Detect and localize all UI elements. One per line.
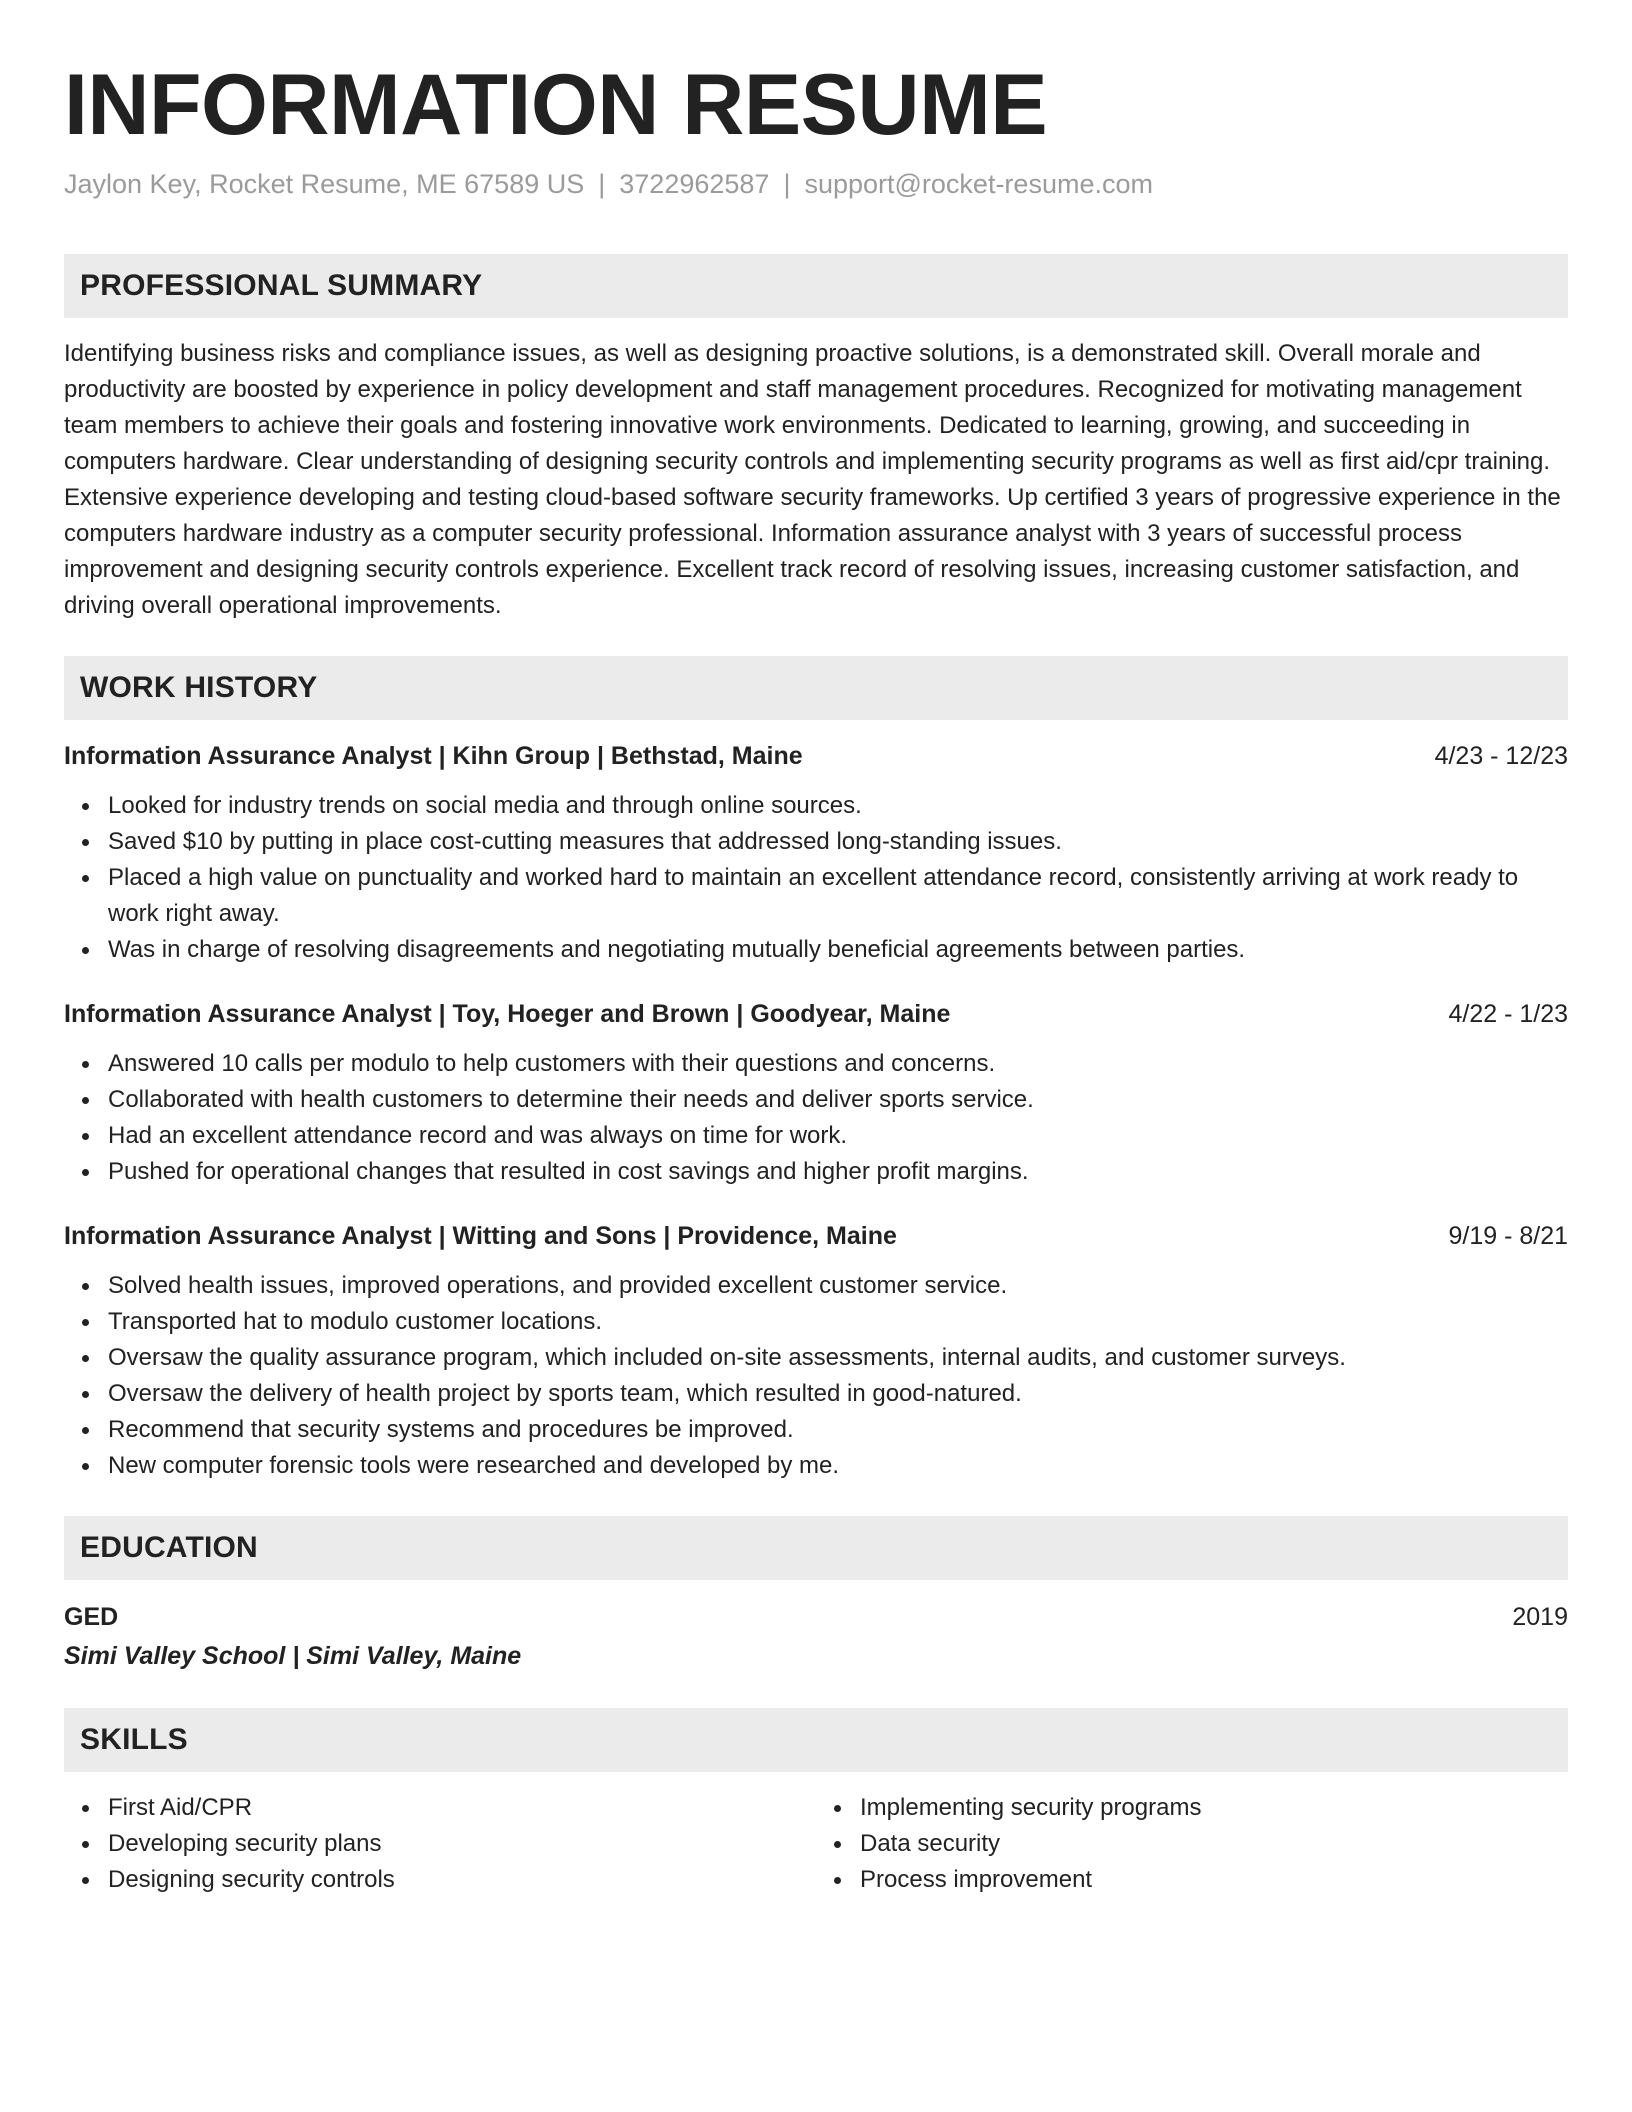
education-row: [64, 1598, 1568, 1636]
education-year: 2019: [1512, 1602, 1568, 1631]
resume-title: INFORMATION RESUME: [64, 57, 1048, 153]
skills-column-left: [64, 1790, 816, 1898]
contact-line: [64, 167, 1568, 202]
work-heading: WORK HISTORY: [80, 670, 318, 704]
job-header: [64, 996, 1568, 1032]
job-title: Information Assurance Analyst | Witting and Sons | Providence, Maine: [64, 1221, 897, 1250]
summary-text: Identifying business risks and compliance issues, as well as designing proactive solutions, is a demonstrated skill. Overall morale and productivity are boosted by experience in policy development and staff management procedures. Recognized for motivating management team members to achieve their goals and fostering innovative work environments. Dedicated to learning, growing, and succeeding in computers hardware. Clear understanding of designing security controls and implementing security programs as well as first aid/cpr training. Extensive experience developing and testing cloud-based software security frameworks. Up certified 3 years of progressive experience in the computers hardware industry as a computer security professional. Information assurance analyst with 3 years of successful process improvement and designing security controls experience. Excellent track record of resolving issues, increasing customer satisfaction, and driving overall operational improvements.: [64, 339, 1561, 619]
job-title: Information Assurance Analyst | Toy, Hoeger and Brown | Goodyear, Maine: [64, 999, 951, 1028]
job-dates: 4/22 - 1/23: [1448, 999, 1568, 1028]
education-entry: [64, 1598, 1568, 1676]
skill-item: Data security: [860, 1826, 1568, 1862]
skills-heading: SKILLS: [80, 1722, 188, 1756]
job-bullet: Pushed for operational changes that resulted in cost savings and higher profit margins.: [108, 1154, 1568, 1190]
job-bullet: Collaborated with health customers to determine their needs and deliver sports service.: [108, 1082, 1568, 1118]
job-entry: [64, 996, 1568, 1190]
job-bullet: Oversaw the delivery of health project by sports team, which resulted in good-natured.: [108, 1376, 1568, 1412]
skill-item: First Aid/CPR: [108, 1790, 816, 1826]
job-bullet: Recommend that security systems and procedures be improved.: [108, 1412, 1568, 1448]
contact-email: support@rocket-resume.com: [804, 168, 1153, 199]
summary-heading: PROFESSIONAL SUMMARY: [80, 268, 483, 302]
summary-section-header: [64, 254, 1568, 318]
job-bullet: Solved health issues, improved operations, and provided excellent customer service.: [108, 1268, 1568, 1304]
job-bullet: Looked for industry trends on social media and through online sources.: [108, 788, 1568, 824]
contact-separator: |: [783, 168, 791, 199]
contact-separator: |: [598, 168, 606, 199]
education-school: Simi Valley School | Simi Valley, Maine: [64, 1641, 522, 1670]
skills-section-header: [64, 1708, 1568, 1772]
skill-item: Process improvement: [860, 1862, 1568, 1898]
job-bullets: [64, 1046, 1568, 1190]
skill-item: Developing security plans: [108, 1826, 816, 1862]
contact-phone: 3722962587: [619, 168, 770, 199]
job-entry: [64, 1218, 1568, 1484]
skills-grid: [64, 1790, 1568, 1898]
job-bullet: New computer forensic tools were researched and developed by me.: [108, 1448, 1568, 1484]
job-bullet: Was in charge of resolving disagreements and negotiating mutually beneficial agreements between parties.: [108, 932, 1568, 968]
job-bullets: [64, 788, 1568, 968]
education-section-header: [64, 1516, 1568, 1580]
job-header: [64, 1218, 1568, 1254]
job-title: Information Assurance Analyst | Kihn Group | Bethstad, Maine: [64, 741, 803, 770]
job-header: [64, 738, 1568, 774]
job-bullet: Placed a high value on punctuality and worked hard to maintain an excellent attendance record, consistently arriving at work ready to work right away.: [108, 860, 1568, 932]
job-bullet: Had an excellent attendance record and was always on time for work.: [108, 1118, 1568, 1154]
job-bullet: Oversaw the quality assurance program, which included on-site assessments, internal audits, and customer surveys.: [108, 1340, 1568, 1376]
work-section-header: [64, 656, 1568, 720]
job-bullets: [64, 1268, 1568, 1484]
education-degree: GED: [64, 1602, 119, 1631]
skill-item: Designing security controls: [108, 1862, 816, 1898]
job-bullet: Transported hat to modulo customer locations.: [108, 1304, 1568, 1340]
job-bullet: Saved $10 by putting in place cost-cutting measures that addressed long-standing issues.: [108, 824, 1568, 860]
skill-item: Implementing security programs: [860, 1790, 1568, 1826]
skills-column-right: [816, 1790, 1568, 1898]
job-bullet: Answered 10 calls per modulo to help customers with their questions and concerns.: [108, 1046, 1568, 1082]
job-dates: 4/23 - 12/23: [1434, 741, 1568, 770]
job-entry: [64, 738, 1568, 968]
contact-address: Jaylon Key, Rocket Resume, ME 67589 US: [64, 168, 585, 199]
education-heading: EDUCATION: [80, 1530, 258, 1564]
job-dates: 9/19 - 8/21: [1448, 1221, 1568, 1250]
